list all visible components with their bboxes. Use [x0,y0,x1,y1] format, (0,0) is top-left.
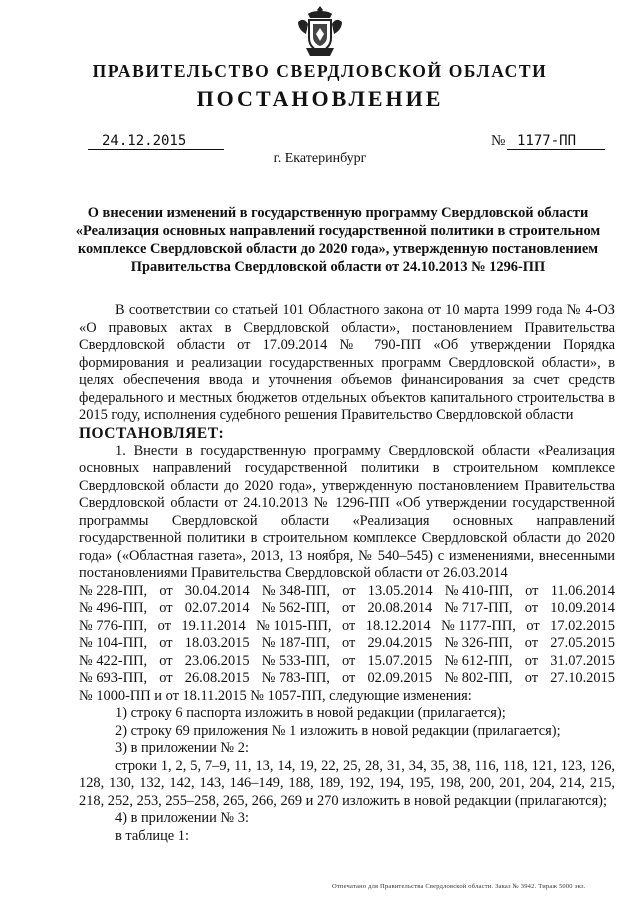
amendment-from: от [157,617,171,634]
amendment-from: от [159,600,173,616]
document-city: г. Екатеринбург [273,151,367,166]
amendment-date: 15.07.2015 [367,652,433,669]
organization-name: ПРАВИТЕЛЬСТВО СВЕРДЛОВСКОЙ ОБЛАСТИ [92,61,548,81]
amendment-row [79,583,615,601]
amendment-from: от [341,617,356,634]
document-date: 24.12.2015 [88,133,224,150]
document-type: ПОСТАНОВЛЕНИЕ [196,86,444,111]
amendment-from: от [524,670,539,686]
amendment-from: от [524,652,539,669]
amendment-date: 02.09.2015 [367,670,433,686]
amendment-number: № 802-ПП, [444,670,513,686]
sub-item-4: 4) в приложении № 3: [115,810,249,826]
amendment-row [79,670,615,688]
title-line: комплексе Свердловской области до 2020 года», утвержденную постановлением [77,241,599,257]
sub-item-1: 1) строку 6 паспорта изложить в новой редакции (прилагается); [115,705,506,721]
sub-item-3-text: строки 1, 2, 5, 7–9, 11, 13, 14, 19, 22, 25, 28, 31, 34, 35, 38, 116, 118, 121, 123, 126, 128, 130, 132, 142, 143, 146–149, 188, 189, 192, 194, 195, 198, 200, 201, 204, 214, 215, 218, 252, 253, 255–258, 265, 266, 269 и 270 изложить в новой редакции (прилагаются); [79,757,615,809]
title-line: Правительства Свердловской области от 24.10.2013 № 1296-ПП [130,259,546,275]
amendment-from: от [159,670,173,686]
amendment-from: от [159,635,173,651]
amendment-from: от [342,582,356,599]
sub-item-4-table: в таблице 1: [115,827,189,844]
amendment-date: 18.12.2014 [365,617,431,634]
amendment-date: 29.04.2015 [367,635,433,651]
amendment-from: от [342,600,356,616]
sub-item-2: 2) строку 69 приложения № 1 изложить в новой редакции (прилагается); [115,722,561,739]
amendment-number: № 496-ПП, [79,600,148,616]
document-title [72,204,604,276]
amendment-from: от [342,670,356,686]
amendment-row [79,653,615,671]
amendment-number: № 693-ПП, [79,670,148,686]
amendment-number: № 410-ПП, [444,582,513,599]
amendment-from: от [159,582,173,599]
amendment-number: № 422-ПП, [79,652,148,669]
amendment-number: № 348-ПП, [261,582,330,599]
document-body [79,302,615,845]
amendment-date: 11.06.2014 [550,582,615,599]
amendment-date: 27.10.2015 [550,670,615,686]
amendment-date: 17.02.2015 [550,617,615,634]
amendment-number: № 1015-ПП, [256,617,332,634]
amendment-row [79,600,615,618]
amendment-date: 10.09.2014 [550,600,615,616]
amendment-from: от [524,600,539,616]
title-line: «Реализация основных направлений государственной политики в строительном [75,223,601,239]
amendment-row [79,635,615,653]
amendment-date: 19.11.2014 [181,617,246,634]
number-label: № [491,133,506,149]
amendment-number: № 533-ПП, [261,652,330,669]
amendment-number: № 776-ПП, [79,617,148,634]
amendment-from: от [342,635,356,651]
title-line: О внесении изменений в государственную программу Свердловской области [87,205,589,221]
amendment-date: 20.08.2014 [367,600,433,616]
amendment-from: от [524,635,539,651]
print-footer: Отпечатано для Правительства Свердловской области. Заказ № 3942. Тираж 5000 экз. [332,883,586,890]
amendment-number: № 187-ПП, [261,635,330,651]
item-1-paragraph: 1. Внести в государственную программу Свердловской области «Реализация основных направлений государственной политики в строительном комплексе Свердловской области до 2020 года», утвержденную постановлением Правительства Свердловской области от 24.10.2013 № 1296-ПП «Об утверждении государственной программы Свердловской области «Реализация основных направлений государственной политики в строительном комплексе Свердловской области до 2020 года» («Областная газета», 2013, 13 ноября, № 540–545) с изменениями, внесенными постановлениями Правительства Свердловской области от 26.03.2014 [79,442,615,581]
amendment-number: № 1177-ПП, [441,617,516,634]
amendment-number: № 562-ПП, [261,600,330,616]
amendment-from: от [159,652,173,669]
amendment-date: 26.08.2015 [184,670,250,686]
amendment-number: № 717-ПП, [444,600,513,616]
amendment-date: 23.06.2015 [184,652,250,669]
amendment-from: от [342,652,356,669]
amendment-number: № 104-ПП, [79,635,148,651]
amendment-date: 30.04.2014 [184,582,250,599]
amendment-row [79,618,615,636]
amendment-date: 31.07.2015 [550,652,615,669]
coat-of-arms-emblem [296,4,344,58]
amendment-number: № 228-ПП, [79,582,148,599]
decree-heading: ПОСТАНОВЛЯЕТ: [79,424,225,442]
amendment-date: 02.07.2014 [184,600,250,616]
amendment-date: 18.03.2015 [184,635,250,651]
sub-item-3: 3) в приложении № 2: [115,740,249,756]
amendment-number: № 783-ПП, [261,670,330,686]
document-number: 1177-ПП [507,133,605,150]
amendment-from: от [526,617,540,634]
amendment-number: № 326-ПП, [444,635,513,651]
amendment-number: № 612-ПП, [444,652,513,669]
item-1-tail: № 1000-ПП и от 18.11.2015 № 1057-ПП, следующие изменения: [79,687,472,704]
amendment-date: 13.05.2014 [367,582,433,599]
preamble-paragraph: В соответствии со статьей 101 Областного закона от 10 марта 1999 года № 4-ОЗ «О правовых актах в Свердловской области», постановлением Правительства Свердловской области от 17.09.2014 № 790-ПП «Об утверждении Порядка формирования и реализации государственных программ Свердловской области», в целях обеспечения ввода и уточнения объемов финансирования за счет средств федерального и местных бюджетов отдельных объектов капитального строительства в 2015 году, исполнения судебного решения Правительство Свердловской области [79,302,615,423]
amendment-date: 27.05.2015 [550,635,615,651]
amendment-from: от [525,582,539,599]
